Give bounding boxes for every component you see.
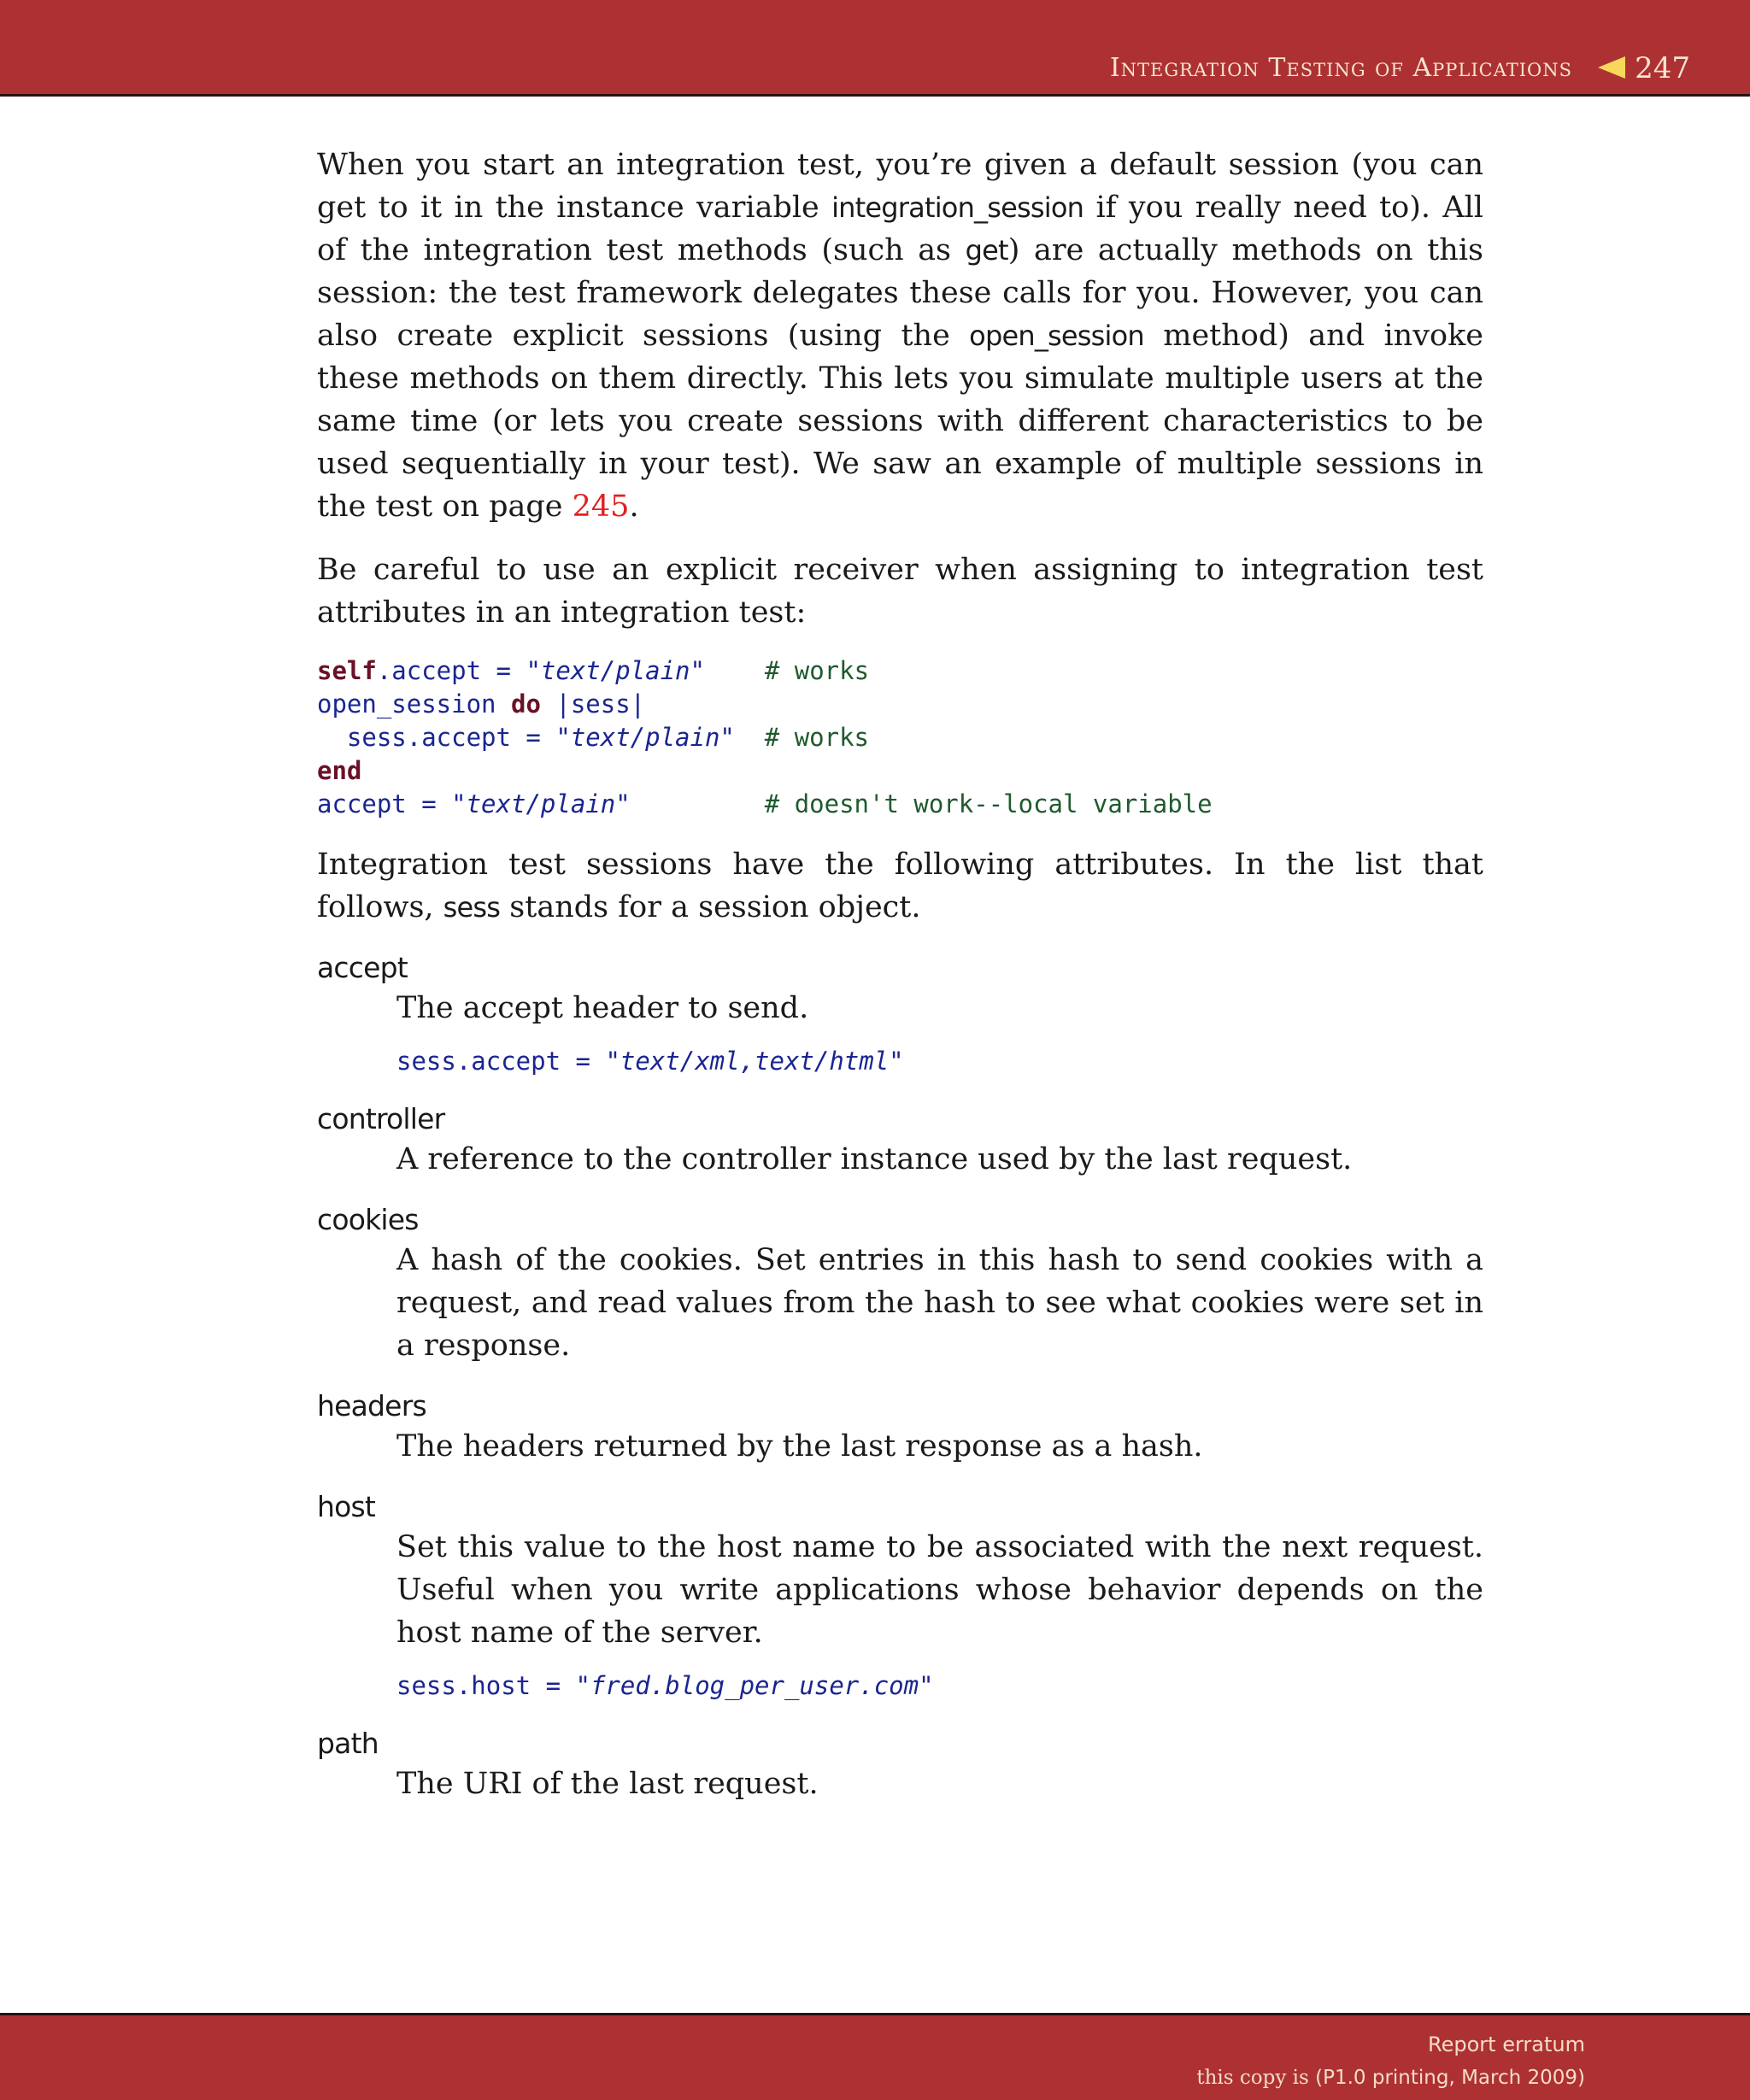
paragraph-attributes-intro [317,843,1483,929]
attribute-desc-accept [396,987,1483,1078]
paragraph-sessions [317,144,1483,528]
attribute-description: A hash of the cookies. Set entries in this hash to send cookies with a request, and read values from the hash to see what cookies were set in a response. [396,1243,1483,1363]
text-run: . [629,490,639,524]
code-string: "text/plain" [526,656,705,685]
code-text: sess.accept = [396,1047,606,1076]
text-run: ) are actually methods on this session: the test framework delegates these calls for you. However, you can also create explicit sessions (using the [317,233,1483,353]
printing-edition: (P1.0 printing, March 2009) [1315,2067,1585,2089]
code-example-accept [396,1045,1483,1078]
inline-code: sess [443,891,501,924]
chapter-title: Integration Testing of Applications [1109,53,1572,83]
attribute-description: The headers returned by the last response as a hash. [396,1429,1203,1464]
page-number: 247 [1635,51,1690,85]
code-text: sess.host = [396,1671,576,1700]
code-keyword: self [317,656,377,685]
paragraph-explicit-receiver: Be careful to use an explicit receiver when assigning to integration test attributes in an integration test: [317,553,1483,630]
code-keyword: do [510,689,541,719]
attribute-desc-headers [396,1425,1483,1468]
attribute-description: The URI of the last request. [396,1767,819,1801]
attribute-term-accept: accept [317,951,408,984]
code-string: "text/xml,text/html" [605,1047,904,1076]
inline-code: open_session [969,320,1144,352]
code-text: sess.accept = [317,723,556,752]
text-run: method) and invoke these methods on them directly. This lets you simulate multiple users at the same time (or lets you create sessions with different characteristics to be used sequentially in your test). We saw an example of multiple sessions in the test on page [317,319,1483,524]
text-run: stands for a session object. [500,890,921,924]
code-block-receiver [317,654,1483,821]
page-header [0,0,1750,97]
code-string: "text/plain" [555,723,735,752]
report-erratum-link[interactable]: Report erratum [1428,2033,1585,2056]
attribute-term-path: path [317,1727,379,1760]
code-comment: # doesn't work--local variable [764,789,1213,818]
printing-info [1196,2067,1585,2089]
attribute-description: A reference to the controller instance used by the last request. [396,1142,1353,1176]
page-reference-link[interactable]: 245 [572,490,630,524]
code-text: open_session [317,689,511,719]
attribute-term-host: host [317,1490,376,1523]
text-run: When you start an integration test, you’re given a default session (you can get to it in the instance variable [317,148,1483,225]
code-example-host [396,1669,1483,1703]
attribute-desc-host [396,1526,1483,1703]
code-text: |sess| [540,689,646,719]
page-content [317,144,1483,1826]
back-arrow-icon[interactable] [1598,56,1625,79]
attribute-term-headers: headers [317,1389,426,1422]
code-string: "text/plain" [451,789,631,818]
attribute-term-cookies: cookies [317,1203,419,1236]
copy-prefix: this copy is [1196,2067,1316,2089]
inline-code: get [965,234,1008,267]
attribute-desc-path [396,1763,1483,1805]
code-text: accept = [317,789,452,818]
text-run: Integration test sessions have the following attributes. In the list that follows, [317,848,1483,924]
inline-code: integration_session [831,191,1084,224]
attribute-description: The accept header to send. [396,991,809,1025]
attribute-desc-controller [396,1138,1483,1181]
attribute-term-controller: controller [317,1102,445,1135]
page-footer [0,2013,1750,2100]
text-run: if you really need to). All of the integration test methods (such as [317,191,1483,267]
attribute-description: Set this value to the host name to be associated with the next request. Useful when you write applications whose behavior depends on the host name of the server. [396,1530,1483,1650]
attribute-desc-cookies [396,1239,1483,1367]
code-text: .accept = [376,656,526,685]
code-comment: # works [764,723,870,752]
code-comment: # works [764,656,870,685]
code-keyword: end [317,756,362,785]
attribute-list [317,949,1483,1805]
code-string: "fred.blog_per_user.com" [575,1671,934,1700]
